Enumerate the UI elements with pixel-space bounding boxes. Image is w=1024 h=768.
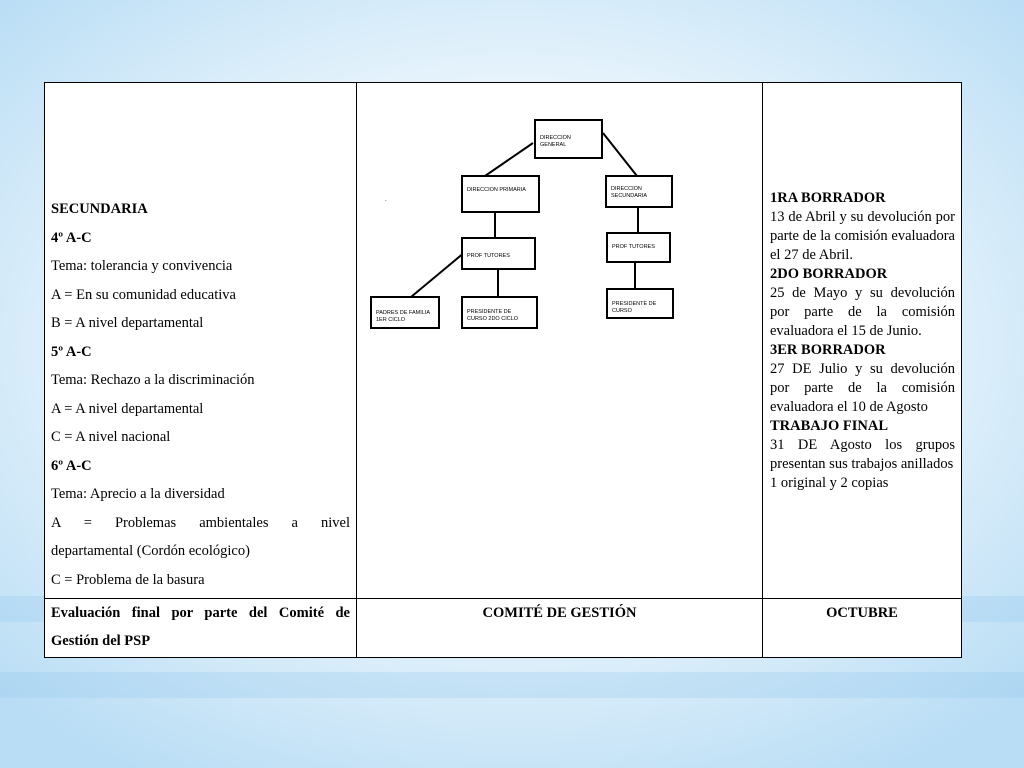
stage-heading: TRABAJO FINAL [770,417,889,434]
schedule-table [44,82,962,658]
table-row [45,599,962,658]
org-box-tutores-primaria: PROF TUTORES [461,237,536,270]
responsible-text: COMITÉ DE GESTIÓN [482,605,637,621]
org-box-padres: PADRES DE FAMILIA 1ER CICLO [370,296,440,329]
stage-detail: 31 DE Agosto los grupos presentan sus trabajos anillados [770,436,955,472]
stage-heading: 3ER BORRADOR [770,341,886,358]
org-box-direccion-general: DIRECCION GENERAL [534,119,603,159]
topic-line: A = Problemas ambientales a nivel [51,514,350,531]
grade-label: 5º A-C [51,343,92,360]
activity-cell [45,599,357,658]
stage-detail: 25 de Mayo y su devolución por parte de la comisión evaluadora el 15 de Junio. [770,284,955,339]
org-box-direccion-secundaria: DIRECCION SECUNDARIA [605,175,673,208]
date-text: OCTUBRE [826,605,898,621]
background-band [0,672,1024,698]
org-chart [363,111,715,361]
topic-line: B = A nivel departamental [51,315,204,331]
table-row [45,83,962,599]
org-box-presidente-sec: PRESIDENTE DE CURSO [606,288,674,319]
activity-text: Evaluación final por parte del Comité de Gestión del PSP [51,605,350,649]
org-box-tutores-secundaria: PROF TUTORES [606,232,671,263]
topic-line: A = En su comunidad educativa [51,286,236,303]
topic-line: A = A nivel departamental [51,400,204,417]
stage-heading: 1RA BORRADOR [770,189,886,206]
topic-line: C = A nivel nacional [51,429,171,445]
topic-line: C = Problema de la basura [51,571,205,588]
topic-line: Tema: Aprecio a la diversidad [51,486,225,502]
level-heading: SECUNDARIA [51,201,148,217]
stage-detail: 27 DE Julio y su devolución por parte de la comisión evaluadora el 10 de Agosto [770,360,955,415]
grade-label: 4º A-C [51,229,92,246]
topic-line: Tema: tolerancia y convivencia [51,258,233,274]
topic-line: departamental (Cordón ecológico) [51,543,250,559]
stage-heading: 2DO BORRADOR [770,265,888,282]
svg-text:.: . [385,197,387,203]
org-chart-cell [357,83,763,599]
org-box-direccion-primaria: DIRECCION PRIMARIA [461,175,540,213]
grade-label: 6º A-C [51,457,92,474]
date-cell [763,599,962,658]
stage-detail: 1 original y 2 copias [770,474,889,491]
org-box-presidente-2do: PRESIDENTE DE CURSO 2DO CICLO [461,296,538,329]
stage-detail: 13 de Abril y su devolución por parte de la comisión evaluadora el 27 de Abril. [770,208,955,263]
topic-line: Tema: Rechazo a la discriminación [51,372,255,388]
schedule-cell [763,83,962,599]
topics-cell [45,83,357,599]
responsible-cell [357,599,763,658]
